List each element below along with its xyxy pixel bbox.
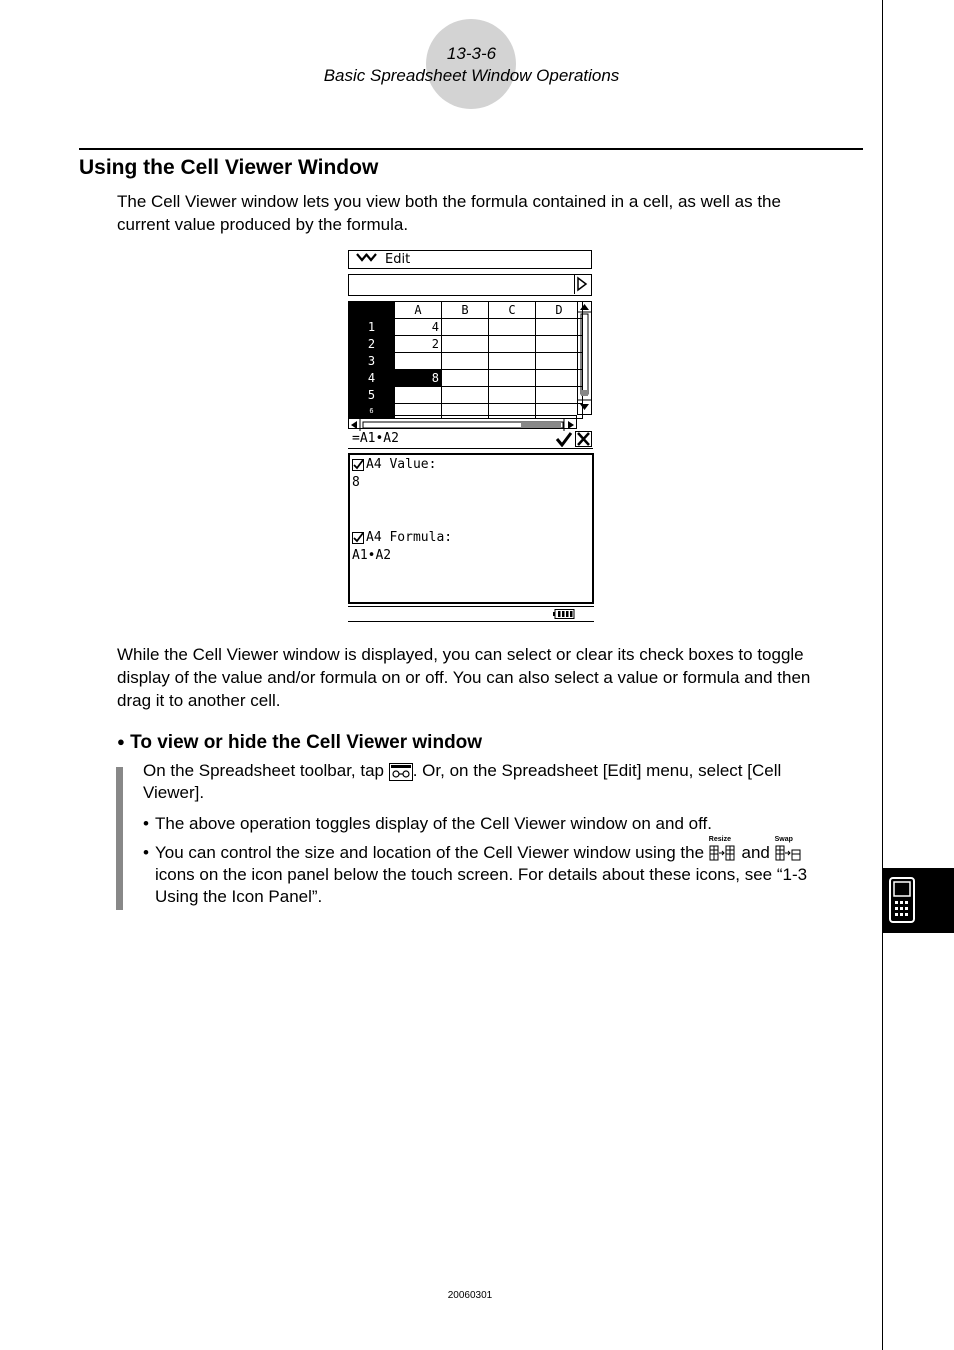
battery-icon bbox=[553, 609, 575, 619]
bullet: ● bbox=[117, 734, 125, 749]
intro-line-2: current value produced by the formula. bbox=[117, 215, 409, 234]
step-text-2: . Or, on the Spreadsheet [Edit] menu, select [Cell bbox=[412, 761, 782, 780]
step-text-3: Viewer]. bbox=[143, 783, 205, 802]
para2-line-3: drag it to another cell. bbox=[117, 691, 281, 710]
intro-line-1: The Cell Viewer window lets you view both the formula contained in a cell, as well as the bbox=[117, 192, 781, 211]
column-header: D bbox=[536, 302, 583, 319]
value-label: A4 Value: bbox=[366, 457, 437, 472]
cell: 4 bbox=[395, 319, 442, 336]
horizontal-scrollbar bbox=[348, 415, 577, 429]
cell bbox=[395, 353, 442, 370]
row-header: 4 bbox=[349, 370, 395, 387]
value-text: 8 bbox=[352, 475, 360, 490]
para2-line-1: While the Cell Viewer window is displayed, you can select or clear its check boxes to toggle bbox=[117, 645, 804, 664]
note-bullet: • bbox=[143, 843, 149, 862]
procedure-heading-text: To view or hide the Cell Viewer window bbox=[130, 732, 483, 753]
row-header: 6 bbox=[349, 404, 395, 419]
row-header: 3 bbox=[349, 353, 395, 370]
note-2-and: and bbox=[736, 843, 775, 862]
page-heading: Using the Cell Viewer Window bbox=[79, 156, 379, 179]
checkbox-checked-icon bbox=[352, 459, 364, 471]
row-header: 2 bbox=[349, 336, 395, 353]
column-header: C bbox=[489, 302, 536, 319]
procedure-step bbox=[143, 760, 858, 804]
row-header: 5 bbox=[349, 387, 395, 404]
edit-menu: Edit bbox=[385, 252, 411, 267]
status-bar bbox=[348, 606, 594, 622]
formula-bar bbox=[348, 430, 593, 449]
close-icon bbox=[575, 431, 592, 447]
chevron-down-icon bbox=[356, 253, 378, 265]
procedure-heading bbox=[117, 732, 482, 754]
procedure-side-bar bbox=[116, 767, 123, 910]
para2-line-2: display of the value and/or formula on or off. You can also select a value or formula and then bbox=[117, 668, 811, 687]
column-header: B bbox=[442, 302, 489, 319]
cell-viewer-toolbar-icon bbox=[389, 763, 413, 781]
note-1 bbox=[143, 813, 858, 835]
formula-text: =A1•A2 bbox=[352, 431, 399, 446]
cell-viewer-screenshot bbox=[348, 250, 595, 624]
note-bullet: • bbox=[143, 814, 149, 833]
page-number: 13-3-6 bbox=[446, 44, 497, 63]
formula-label: A4 Formula: bbox=[366, 530, 453, 545]
note-2-text-2: icons on the icon panel below the touch screen. For details about these icons, see “1-3 bbox=[155, 865, 808, 884]
swap-icon bbox=[774, 836, 803, 862]
menu-bar bbox=[348, 250, 592, 269]
cell: 2 bbox=[395, 336, 442, 353]
note-2-text-3: Using the Icon Panel”. bbox=[155, 887, 323, 906]
intro-paragraph bbox=[117, 190, 862, 236]
formula-value: A1•A2 bbox=[352, 548, 392, 563]
grid-corner bbox=[349, 302, 395, 319]
resize-icon bbox=[708, 836, 737, 862]
section-title: Basic Spreadsheet Window Operations bbox=[323, 66, 620, 85]
note-1-text: The above operation toggles display of the Cell Viewer window on and off. bbox=[155, 814, 712, 833]
footer-code: 20060301 bbox=[447, 1290, 493, 1301]
input-bar bbox=[348, 274, 592, 296]
heading-rule bbox=[79, 148, 863, 150]
check-icon bbox=[555, 431, 573, 447]
chapter-tab bbox=[883, 868, 954, 933]
row-header: 1 bbox=[349, 319, 395, 336]
selected-cell: 8 bbox=[395, 370, 442, 387]
cell-viewer-panel bbox=[348, 453, 594, 604]
page-edge-rule bbox=[882, 0, 883, 1350]
checkbox-checked-icon bbox=[352, 532, 364, 544]
step-text-1: On the Spreadsheet toolbar, tap bbox=[143, 761, 389, 780]
cell bbox=[395, 387, 442, 404]
note-2-text-1: You can control the size and location of the Cell Viewer window using the bbox=[155, 843, 709, 862]
spreadsheet-grid bbox=[348, 301, 594, 419]
vertical-scrollbar bbox=[577, 301, 592, 415]
column-header: A bbox=[395, 302, 442, 319]
note-2 bbox=[143, 836, 858, 908]
resize-icon-label: Resize bbox=[708, 836, 731, 843]
arrow-right-icon bbox=[574, 275, 591, 294]
header-circle bbox=[426, 19, 516, 109]
calculator-icon bbox=[888, 876, 920, 924]
toggle-paragraph bbox=[117, 643, 862, 712]
swap-icon-label: Swap bbox=[774, 836, 793, 843]
